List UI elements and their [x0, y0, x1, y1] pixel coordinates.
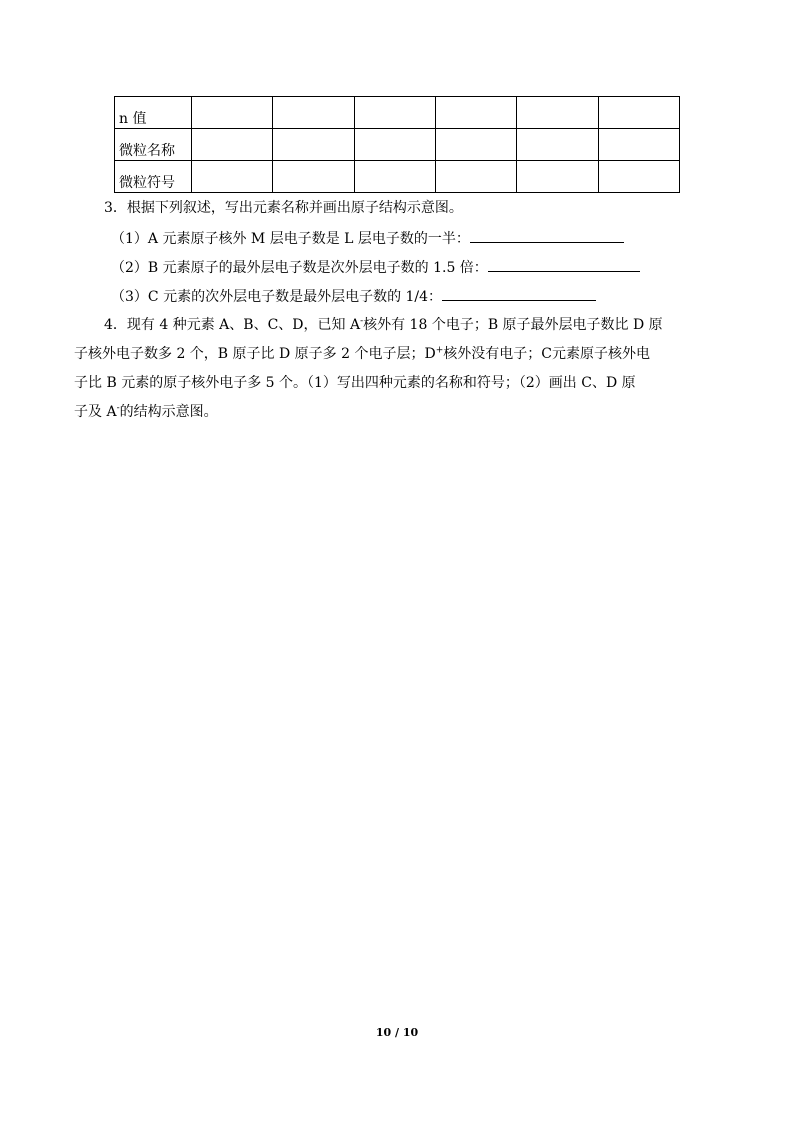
question-4-line-4 [74, 402, 218, 422]
q4-text: 4．现有 4 种元素 A、B、C、D，已知 A [104, 317, 361, 333]
table-cell [598, 129, 679, 161]
table-cell [435, 97, 516, 129]
table-cell [192, 161, 273, 193]
table-row [115, 129, 680, 161]
question-4-line-1 [104, 315, 663, 335]
table-cell [273, 129, 354, 161]
page-number: 10 / 10 [375, 1026, 419, 1039]
table-cell [273, 97, 354, 129]
question-3-intro: 3．根据下列叙述，写出元素名称并画出原子结构示意图。 [104, 200, 463, 216]
q4-text: 核外有 18 个电子；B 原子最外层电子数比 D 原 [363, 317, 663, 333]
data-table [114, 96, 680, 193]
question-3-item-3 [111, 286, 596, 307]
charge-superscript: - [116, 403, 120, 414]
table-cell [517, 129, 598, 161]
table-cell [273, 161, 354, 193]
q4-text: 核外没有电子；C元素原子核外电 [443, 346, 650, 362]
question-4-line-2 [74, 344, 650, 364]
table-cell [598, 161, 679, 193]
answer-blank[interactable] [488, 257, 640, 272]
table-cell [354, 161, 435, 193]
question-3-item-3-text: （3）C 元素的次外层电子数是最外层电子数的 1/4： [111, 289, 443, 305]
question-4-line-3: 子比 B 元素的原子核外电子多 5 个。（1）写出四种元素的名称和符号；（2）画出 C、D 原 [74, 375, 636, 391]
question-3-item-2 [111, 257, 640, 278]
question-3-item-1-text: （1）A 元素原子核外 M 层电子数是 L 层电子数的一半： [111, 231, 470, 247]
charge-superscript: - [360, 316, 364, 327]
table-cell [598, 97, 679, 129]
table-cell [192, 97, 273, 129]
table-cell [354, 97, 435, 129]
table-row [115, 161, 680, 193]
table-row [115, 97, 680, 129]
row-header-particle-name: 微粒名称 [115, 129, 192, 161]
table-cell [435, 161, 516, 193]
row-header-n-value: n 值 [115, 97, 192, 129]
table-cell [517, 97, 598, 129]
q4-text: 子核外电子数多 2 个，B 原子比 D 原子多 2 个电子层；D [74, 346, 436, 362]
question-3-item-1 [111, 228, 624, 249]
answer-blank[interactable] [470, 228, 624, 243]
question-3-item-2-text: （2）B 元素原子的最外层电子数是次外层电子数的 1.5 倍： [111, 260, 488, 276]
charge-superscript: + [435, 345, 444, 356]
row-header-particle-symbol: 微粒符号 [115, 161, 192, 193]
q4-text: 的结构示意图。 [119, 404, 218, 420]
table-cell [354, 129, 435, 161]
table-cell [435, 129, 516, 161]
answer-blank[interactable] [442, 286, 596, 301]
table-cell [192, 129, 273, 161]
q4-text: 子及 A [74, 404, 117, 420]
table-cell [517, 161, 598, 193]
